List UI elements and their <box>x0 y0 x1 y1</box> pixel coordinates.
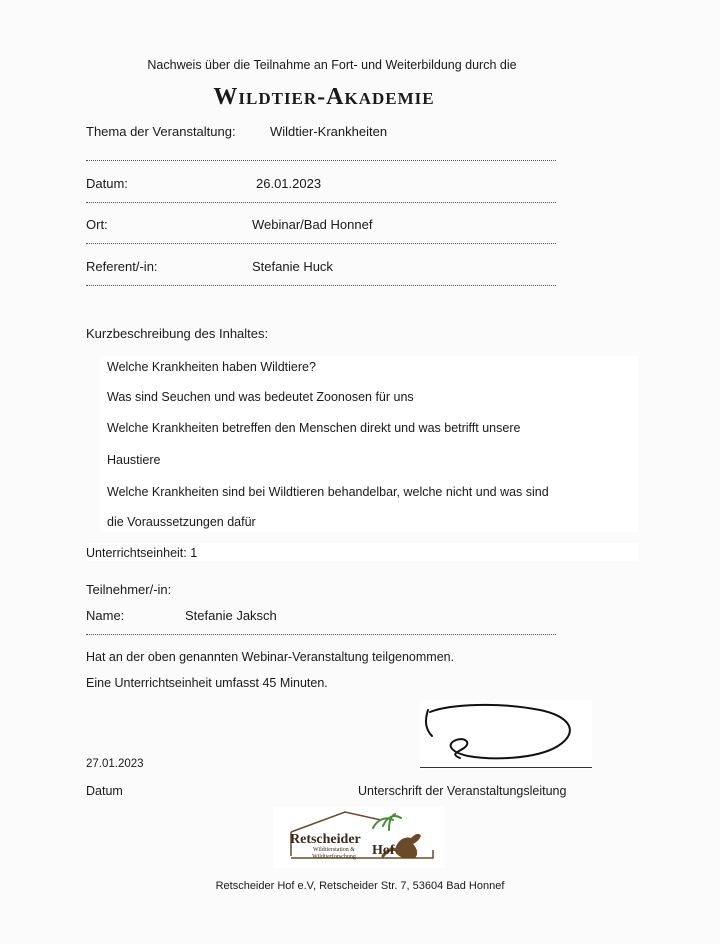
logo-name: Retscheider <box>290 832 361 847</box>
date-label: Datum <box>86 784 123 798</box>
signature-line <box>420 767 592 768</box>
dotted-line <box>86 243 556 244</box>
dotted-line <box>86 202 556 203</box>
content-line: Haustiere <box>107 453 161 467</box>
academy-title: Wildtier-Akademie <box>213 84 435 110</box>
thema-value: Wildtier-Krankheiten <box>270 124 388 139</box>
units-text: Unterrichtseinheit: 1 <box>86 546 198 560</box>
statement-1: Hat an der oben genannten Webinar-Veranstaltung teilgenommen. <box>86 650 455 664</box>
signature-label: Unterschrift der Veranstaltungsleitung <box>358 784 567 798</box>
content-line: Welche Krankheiten betreffen den Menschen direkt und was betrifft unsere <box>107 421 521 435</box>
footer-address: Retscheider Hof e.V, Retscheider Str. 7, 53604 Bad Honnef <box>215 880 505 892</box>
datum-label: Datum: <box>86 176 128 191</box>
content-heading: Kurzbeschreibung des Inhaltes: <box>86 326 269 341</box>
name-label: Name: <box>86 608 125 623</box>
logo-hof: Hof <box>372 843 395 858</box>
thema-label: Thema der Veranstaltung: <box>86 124 236 139</box>
name-value: Stefanie Jaksch <box>185 608 277 623</box>
datum-value: 26.01.2023 <box>256 176 322 191</box>
participant-heading: Teilnehmer/-in: <box>86 582 172 597</box>
statement-2: Eine Unterrichtseinheit umfasst 45 Minuten. <box>86 676 328 690</box>
content-line: Welche Krankheiten haben Wildtiere? <box>107 360 316 374</box>
dotted-line <box>86 160 556 161</box>
signoff-date: 27.01.2023 <box>86 758 144 770</box>
ort-label: Ort: <box>86 217 108 232</box>
content-line: die Voraussetzungen dafür <box>107 515 256 529</box>
intro-text: Nachweis über die Teilnahme an Fort- und Weiterbildung durch die <box>147 58 517 72</box>
content-box <box>100 356 638 532</box>
dotted-line <box>86 285 556 286</box>
content-line: Welche Krankheiten sind bei Wildtieren behandelbar, welche nicht und was sind <box>107 485 549 499</box>
referent-value: Stefanie Huck <box>252 259 333 274</box>
dotted-line <box>86 634 556 635</box>
referent-label: Referent/-in: <box>86 259 158 274</box>
logo-subtitle: Wildtierstation & Wildtierforschung <box>312 847 356 860</box>
content-line: Was sind Seuchen und was bedeutet Zoonosen für uns <box>107 390 414 404</box>
ort-value: Webinar/Bad Honnef <box>252 217 373 232</box>
handwritten-signature <box>420 700 592 770</box>
